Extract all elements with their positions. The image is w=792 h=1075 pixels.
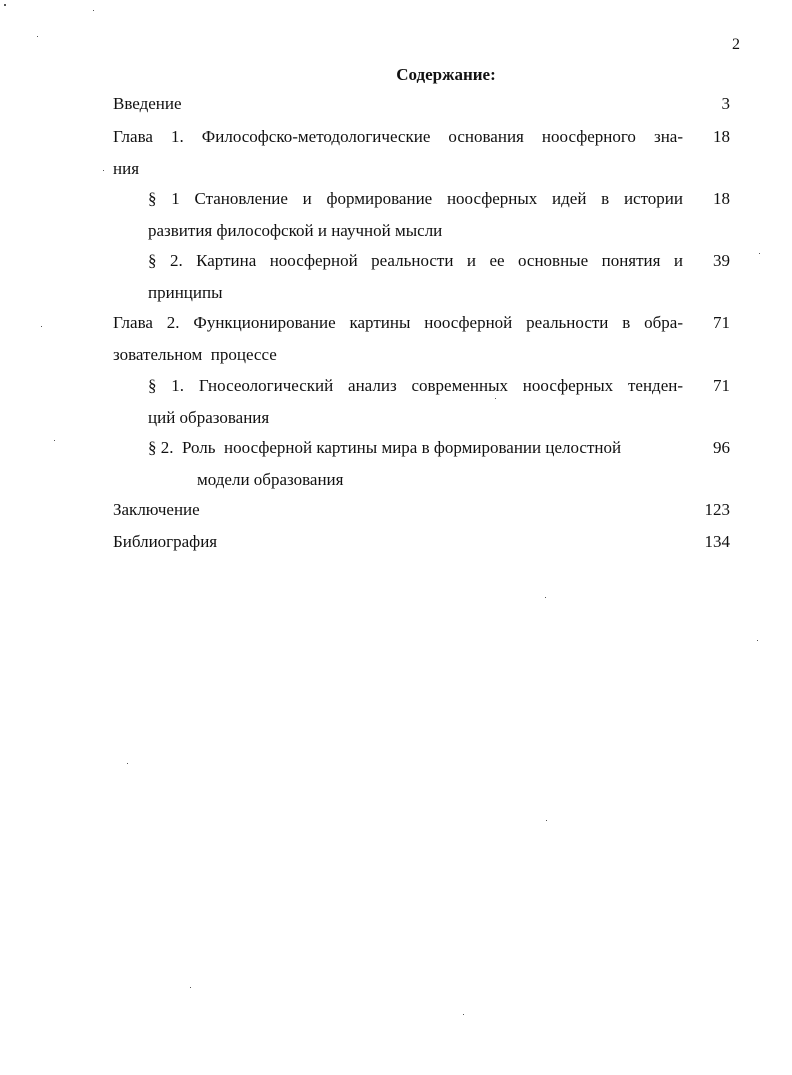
toc-page-ch2-section-2: 96 xyxy=(713,438,730,457)
page-number: 2 xyxy=(732,36,740,53)
toc-entry-chapter-2: Глава 2. Функционирование картины ноосферной реальности в обра- xyxy=(113,313,683,332)
scan-speck xyxy=(545,597,546,598)
toc-entry-ch2-section-2-continuation: модели образования xyxy=(197,470,344,489)
scan-speck xyxy=(127,763,128,764)
scan-speck xyxy=(463,1014,464,1015)
scan-speck xyxy=(759,253,760,254)
toc-entry-ch1-section-2-continuation: принципы xyxy=(148,283,223,302)
toc-entry-chapter-1: Глава 1. Философско-методологические основания ноосферного зна- xyxy=(113,127,683,146)
toc-page-ch2-section-1: 71 xyxy=(713,376,730,395)
toc-page-ch1-section-2: 39 xyxy=(713,251,730,270)
toc-entry-ch1-section-1: § 1 Становление и формирование ноосферных идей в истории xyxy=(148,189,683,208)
scan-speck xyxy=(37,36,38,37)
toc-entry-ch2-section-2: § 2. Роль ноосферной картины мира в формировании целостной xyxy=(148,438,622,457)
toc-page-conclusion: 123 xyxy=(704,500,730,519)
toc-entry-chapter-2-continuation: зовательном процессе xyxy=(113,345,277,364)
toc-page-ch1-section-1: 18 xyxy=(713,189,730,208)
scan-speck xyxy=(54,440,55,441)
scan-speck xyxy=(41,326,42,327)
scan-speck xyxy=(757,640,758,641)
scan-speck xyxy=(103,170,104,171)
toc-entry-conclusion: Заключение xyxy=(113,500,200,519)
toc-entry-chapter-1-continuation: ния xyxy=(113,159,140,178)
scan-speck xyxy=(546,820,547,821)
toc-page-bibliography: 134 xyxy=(704,532,730,551)
scan-speck xyxy=(495,398,496,399)
scan-speck xyxy=(4,4,6,6)
toc-page-chapter-2: 71 xyxy=(713,313,730,332)
toc-entry-ch2-section-1: § 1. Гносеологический анализ современных ноосферных тенден- xyxy=(148,376,683,395)
toc-entry-ch2-section-1-continuation: ций образования xyxy=(148,408,270,427)
toc-entry-ch1-section-2: § 2. Картина ноосферной реальности и ее основные понятия и xyxy=(148,251,683,270)
toc-page-chapter-1: 18 xyxy=(713,127,730,146)
scan-speck xyxy=(93,10,94,11)
toc-entry-bibliography: Библиография xyxy=(113,532,218,551)
scan-speck xyxy=(190,987,191,988)
toc-entry-ch1-section-1-continuation: развития философской и научной мысли xyxy=(148,221,443,240)
toc-entry-introduction: Введение xyxy=(113,94,182,113)
toc-page-introduction: 3 xyxy=(721,94,730,113)
toc-title: Содержание: xyxy=(396,65,496,84)
